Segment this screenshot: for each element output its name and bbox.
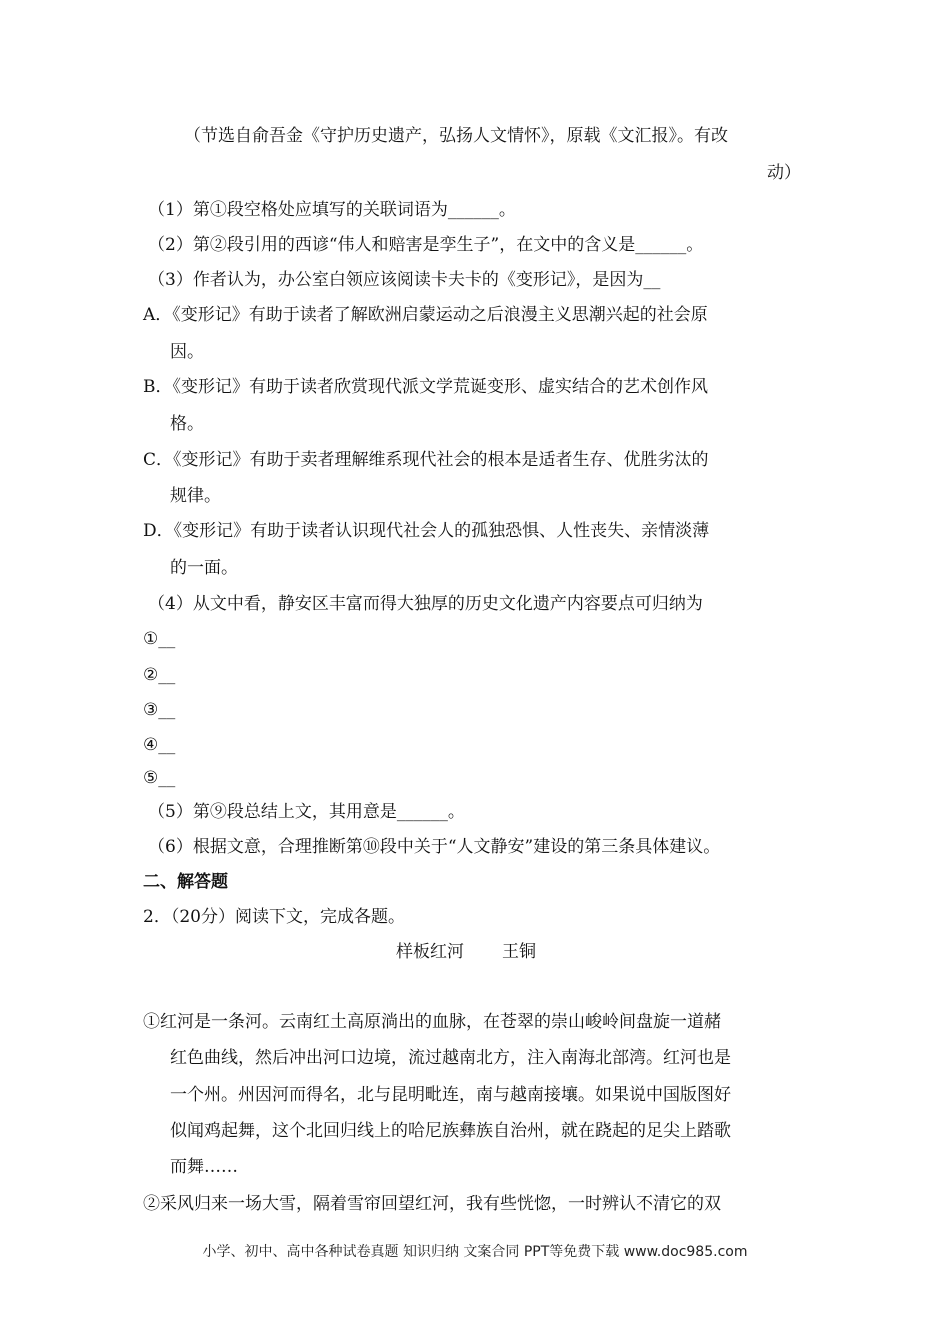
passage-p1-line-5: 而舞…… <box>170 1157 238 1177</box>
passage-p1-line-2: 红色曲线，然后冲出河口边境，流过越南北方，注入南海北部湾。红河也是 <box>170 1048 731 1068</box>
option-d-line-1: D．《变形记》有助于读者认识现代社会人的孤独恐惧、人性丧失、亲情淡薄 <box>143 521 710 541</box>
question-4: （4）从文中看，静安区丰富而得大独厚的历史文化遗产内容要点可归纳为 <box>148 594 703 614</box>
option-b-line-1: B．《变形记》有助于读者欣赏现代派文学荒诞变形、虚实结合的艺术创作风 <box>143 377 708 397</box>
source-note-line-1: （节选自俞吾金《守护历史遗产，弘扬人文情怀》，原载《文汇报》。有改 <box>184 126 728 146</box>
question-6: （6）根据文意，合理推断第⑩段中关于“人文静安”建设的第三条具体建议。 <box>148 837 721 857</box>
option-b-line-2: 格。 <box>170 414 204 434</box>
question-4-item-1: ①__ <box>143 629 176 649</box>
question-3: （3）作者认为，办公室白领应该阅读卡夫卡的《变形记》，是因为__ <box>148 270 661 290</box>
question-1: （1）第①段空格处应填写的关联词语为______。 <box>148 200 516 220</box>
page-footer: 小学、初中、高中各种试卷真题 知识归纳 文案合同 PPT等免费下载 www.doc985.com <box>202 1244 748 1260</box>
question-2: （2）第②段引用的西谚“伟人和赔害是孪生子”，在文中的含义是______。 <box>148 235 704 255</box>
passage-p1-line-4: 似闻鸡起舞，这个北回归线上的哈尼族彝族自治州，就在跷起的足尖上踏歌 <box>170 1121 731 1141</box>
passage-p1-line-3: 一个州。州因河而得名，北与昆明毗连，南与越南接壤。如果说中国版图好 <box>170 1085 731 1105</box>
source-note-line-2: 动） <box>767 163 801 183</box>
option-a-line-2: 因。 <box>170 342 204 362</box>
section-heading: 二、解答题 <box>143 872 228 892</box>
question-4-item-4: ④__ <box>143 735 176 755</box>
option-c-line-2: 规律。 <box>170 486 221 506</box>
article-author: 王铜 <box>502 942 536 962</box>
option-a-line-1: A．《变形记》有助于读者了解欧洲启蒙运动之后浪漫主义思潮兴起的社会原 <box>143 305 708 325</box>
question-4-item-2: ②__ <box>143 665 176 685</box>
passage-p1-line-1: ①红河是一条河。云南红土高原淌出的血脉，在苍翠的崇山峻岭间盘旋一道赭 <box>143 1012 721 1032</box>
question-4-item-5: ⑤__ <box>143 768 176 788</box>
question-5: （5）第⑨段总结上文，其用意是______。 <box>148 802 465 822</box>
option-d-line-2: 的一面。 <box>170 558 238 578</box>
article-title-line <box>396 940 536 964</box>
question-2-intro: 2．（20分）阅读下文，完成各题。 <box>143 907 405 927</box>
option-c-line-1: C．《变形记》有助于卖者理解维系现代社会的根本是适者生存、优胜劣汰的 <box>143 450 709 470</box>
question-4-item-3: ③__ <box>143 700 176 720</box>
passage-p2-line-1: ②采风归来一场大雪，隔着雪帘回望红河，我有些恍惚，一时辨认不清它的双 <box>143 1194 721 1214</box>
article-title: 样板红河 <box>396 942 464 962</box>
